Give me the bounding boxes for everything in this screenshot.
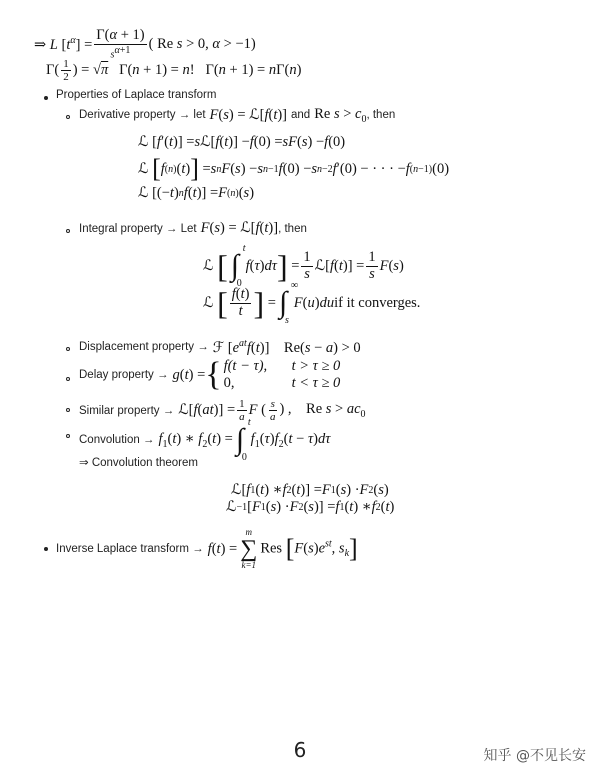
properties-title: Properties of Laplace transform [56, 89, 217, 101]
inverse-laplace: Inverse Laplace transform → f(t) = m ∑ k=1 Res [$F(s)e^{st}$, $s_k$] [56, 527, 358, 570]
convolution-property: Convolution → $f_1(t)$ ∗ $f_2(t)$ = ∫ t 0 $f_1(\tau)f_2(t - \tau)d\tau$ [79, 417, 331, 463]
derivative-property: Derivative property → let F(s) = ℒ[f(t)] and Re $s > c_0$ , then [79, 106, 396, 125]
integral-property: Integral property → Let F(s) = ℒ[f(t)] , then [79, 220, 307, 236]
laplace-power-formula: ⇒ L $[t^\alpha]$ = $\frac{\Gamma(\alpha + 1)}{s^{\alpha+1}}$ ( Re s > 0, α > −1) [34, 27, 256, 61]
bullet [44, 96, 48, 100]
sub-bullet [66, 377, 70, 381]
page-number: 6 [293, 738, 307, 762]
derivative-label: Derivative property → let [79, 109, 206, 122]
sub-bullet [66, 347, 70, 351]
delay-property: Delay property → g(t) = { f(t − τ), t > τ ≥ 0 0, t < τ ≥ 0 [79, 356, 341, 393]
sub-bullet [66, 229, 70, 233]
bullet [44, 547, 48, 551]
sub-bullet [66, 408, 70, 412]
derivative-eq-1: ℒ [ f ′( t )] = s ℒ[ f ( t )] − f (0) = sF ( s ) − f (0) [138, 134, 346, 150]
convolution-eq-1: ℒ[ f 1 ( t ) ∗ f 2 ( t )] = F 1 ( s ) · F 2 ( s ) [231, 482, 389, 498]
watermark: 知乎 @不见长安 [483, 748, 586, 764]
similar-property: Similar property → ℒ[f(at)] = $\frac{1}{a}$ F ( $\frac{s}{a}$ ) , Re $s > ac_0$ [79, 398, 366, 424]
gamma-fraction: $\frac{\Gamma(\alpha + 1)}{s^{\alpha+1}}$ [96, 27, 145, 61]
sub-bullet [66, 434, 70, 438]
integral-eq-1: ℒ [ ∫ t 0 f ( τ ) dτ ] = $\frac{1}{s}$ ℒ[ f ( t )] = $\frac{1}{s}$ F ( s ) [203, 243, 404, 290]
derivative-def: F(s) = ℒ[f(t)] [209, 106, 288, 123]
displacement-property: Displacement property → ℱ $[e^{at}f(t)]$ Re(s − a) > 0 [79, 338, 361, 356]
gamma-identities: Γ( $\frac{1}{2}$ ) = √π Γ(n + 1) = n! Γ(n + 1) = nΓ(n) [46, 58, 302, 84]
derivative-eq-2: ℒ [ f (n) ( t ) ] = s n F ( s ) − s n−1 f (0) − s n−2 f ′(0) − · · · − f (n−1) (0) [138, 154, 450, 183]
sub-bullet [66, 115, 70, 119]
convolution-eq-2: ℒ −1 [ F 1 ( s ) · F 2 ( s )] = f 1 ( t ) ∗ f 2 ( t ) [226, 499, 395, 515]
integral-eq-2: ℒ [ $\frac{f(t)}{t}$ ] = ∫ ∞ s F ( u ) du if it converges. [203, 280, 421, 327]
derivative-eq-3: ℒ [(− t ) n f ( t )] = F (n) ( s ) [138, 185, 255, 201]
integral-label: Integral property → Let [79, 222, 197, 235]
convolution-theorem: ⇒ Convolution theorem [79, 457, 198, 469]
